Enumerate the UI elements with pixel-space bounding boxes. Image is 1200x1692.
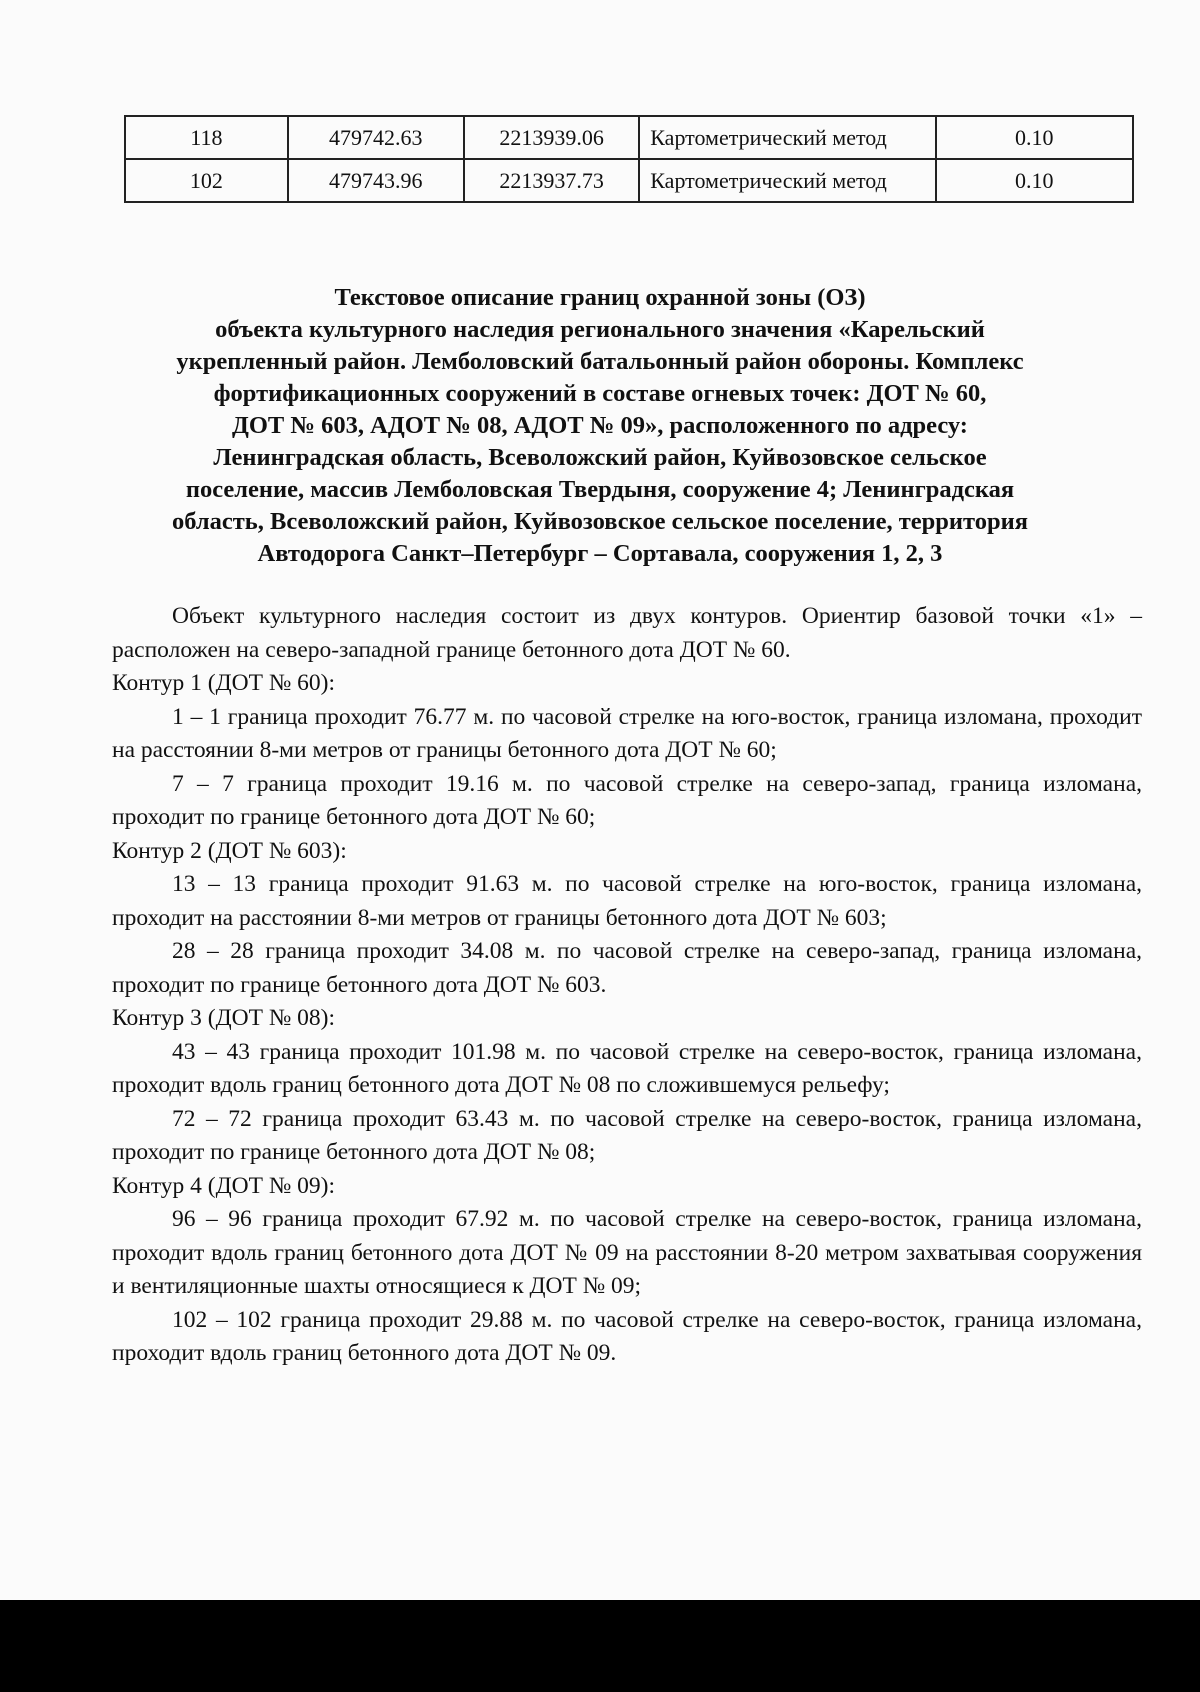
title-line: Текстовое описание границ охранной зоны (ОЗ) [334, 284, 866, 311]
title-line: объекта культурного наследия регионального значения «Карельский [215, 316, 985, 343]
body-paragraph: 43 – 43 граница проходит 101.98 м. по часовой стрелке на северо-восток, граница изломана, проходит вдоль границ бетонного дота ДОТ № 08 по сложившемуся рельефу; [112, 1038, 1142, 1098]
cell-point-number: 102 [125, 159, 288, 202]
title-line: Ленинградская область, Всеволожский район, Куйвозовское сельское [213, 444, 987, 471]
title-line: Автодорога Санкт–Петербург – Сортавала, сооружения 1, 2, 3 [257, 540, 943, 567]
coordinates-table-body [125, 116, 1133, 202]
cell-method: Картометрический метод [639, 116, 935, 159]
title-line: поселение, массив Лемболовская Твердыня, сооружение 4; Ленинградская [185, 476, 1015, 503]
cell-x-coordinate: 479742.63 [288, 116, 464, 159]
cell-point-number: 118 [125, 116, 288, 159]
table-row [125, 159, 1133, 202]
body-paragraph: 102 – 102 граница проходит 29.88 м. по часовой стрелке на северо-восток, граница изломана, проходит вдоль границ бетонного дота ДОТ № 09. [112, 1306, 1142, 1366]
body-paragraph: 96 – 96 граница проходит 67.92 м. по часовой стрелке на северо-восток, граница изломана, проходит вдоль границ бетонного дота ДОТ № 09 на расстоянии 8-20 метром захватывая сооружения и вентиляционные шахты относящиеся к ДОТ № 09; [112, 1206, 1142, 1299]
contour-heading: Контур 3 (ДОТ № 08): [112, 1005, 335, 1031]
body-paragraph: 72 – 72 граница проходит 63.43 м. по часовой стрелке на северо-восток, граница изломана, проходит по границе бетонного дота ДОТ № 08; [112, 1105, 1142, 1165]
contour-heading: Контур 4 (ДОТ № 09): [112, 1172, 335, 1199]
title-line: фортификационных сооружений в составе огневых точек: ДОТ № 60, [213, 380, 987, 407]
contour-heading: Контур 2 (ДОТ № 603): [112, 837, 347, 864]
cell-accuracy: 0.10 [936, 116, 1133, 159]
document-title [110, 282, 1090, 570]
body-paragraph: 28 – 28 граница проходит 34.08 м. по часовой стрелке на северо-запад, граница изломана, проходит по границе бетонного дота ДОТ № 603. [112, 938, 1142, 998]
cell-method: Картометрический метод [639, 159, 935, 202]
body-paragraph: 13 – 13 граница проходит 91.63 м. по часовой стрелке на юго-восток, граница изломана, проходит на расстоянии 8-ми метров от границы бетонного дота ДОТ № 603; [112, 871, 1142, 931]
body-paragraph: Объект культурного наследия состоит из двух контуров. Ориентир базовой точки «1» – расположен на северо-западной границе бетонного дота ДОТ № 60. [112, 603, 1142, 663]
contour-heading: Контур 1 (ДОТ № 60): [112, 670, 335, 696]
coordinates-table [124, 115, 1134, 203]
cell-y-coordinate: 2213937.73 [464, 159, 639, 202]
table-row [125, 116, 1133, 159]
title-line: ДОТ № 603, АДОТ № 08, АДОТ № 09», расположенного по адресу: [232, 412, 968, 439]
body-paragraph: 7 – 7 граница проходит 19.16 м. по часовой стрелке на северо-запад, граница изломана, проходит по границе бетонного дота ДОТ № 60; [112, 770, 1142, 830]
title-line: укрепленный район. Лемболовский батальонный район обороны. Комплекс [176, 348, 1024, 375]
scan-bottom-band [0, 1600, 1200, 1692]
title-line: область, Всеволожский район, Куйвозовское сельское поселение, территория [172, 508, 1028, 535]
cell-y-coordinate: 2213939.06 [464, 116, 639, 159]
cell-accuracy: 0.10 [936, 159, 1133, 202]
document-body [112, 600, 1142, 1371]
body-paragraph: 1 – 1 граница проходит 76.77 м. по часовой стрелке на юго-восток, граница изломана, проходит на расстоянии 8-ми метров от границы бетонного дота ДОТ № 60; [112, 703, 1142, 763]
cell-x-coordinate: 479743.96 [288, 159, 464, 202]
